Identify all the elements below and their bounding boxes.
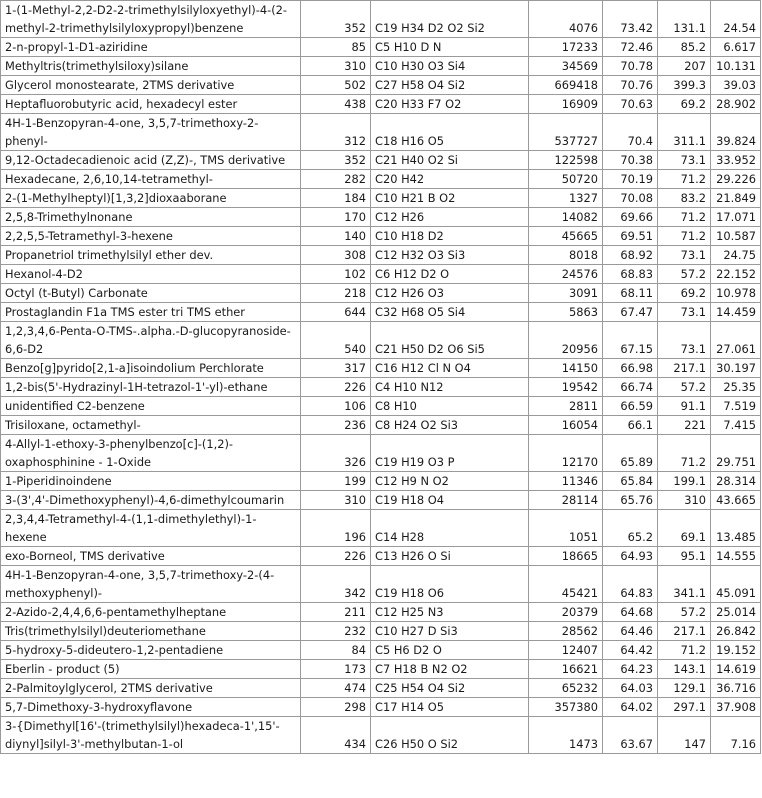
base-ion-cell: 73.1 — [658, 246, 711, 265]
retention-time-cell: 39.03 — [711, 76, 761, 95]
formula-cell: C10 H21 B O2 — [371, 189, 529, 208]
base-ion-cell: 69.2 — [658, 95, 711, 114]
match-score-cell: 69.51 — [603, 227, 658, 246]
formula-cell: C8 H10 — [371, 397, 529, 416]
table-row — [1, 227, 761, 246]
base-ion-cell: 217.1 — [658, 622, 711, 641]
molecular-weight-cell: 232 — [301, 622, 371, 641]
compound-name-cell: Propanetriol trimethylsilyl ether dev. — [1, 246, 301, 265]
molecular-weight-cell: 326 — [301, 435, 371, 472]
compound-name-cell: Tris(trimethylsilyl)deuteriomethane — [1, 622, 301, 641]
peak-area-cell: 19542 — [529, 378, 603, 397]
peak-area-cell: 18665 — [529, 547, 603, 566]
match-score-cell: 68.83 — [603, 265, 658, 284]
base-ion-cell: 217.1 — [658, 359, 711, 378]
peak-area-cell: 2811 — [529, 397, 603, 416]
formula-cell: C10 H18 D2 — [371, 227, 529, 246]
base-ion-cell: 73.1 — [658, 303, 711, 322]
match-score-cell: 64.23 — [603, 660, 658, 679]
match-score-cell: 70.08 — [603, 189, 658, 208]
retention-time-cell: 33.952 — [711, 151, 761, 170]
table-row — [1, 1, 761, 38]
table-row — [1, 170, 761, 189]
base-ion-cell: 131.1 — [658, 1, 711, 38]
match-score-cell: 70.19 — [603, 170, 658, 189]
compound-name-cell: Hexanol-4-D2 — [1, 265, 301, 284]
match-score-cell: 64.83 — [603, 566, 658, 603]
molecular-weight-cell: 312 — [301, 114, 371, 151]
base-ion-cell: 71.2 — [658, 208, 711, 227]
base-ion-cell: 71.2 — [658, 227, 711, 246]
match-score-cell: 72.46 — [603, 38, 658, 57]
retention-time-cell: 24.54 — [711, 1, 761, 38]
match-score-cell: 67.47 — [603, 303, 658, 322]
compound-name-cell: 2-Palmitoylglycerol, 2TMS derivative — [1, 679, 301, 698]
retention-time-cell: 28.902 — [711, 95, 761, 114]
retention-time-cell: 25.35 — [711, 378, 761, 397]
match-score-cell: 68.92 — [603, 246, 658, 265]
formula-cell: C16 H12 Cl N O4 — [371, 359, 529, 378]
base-ion-cell: 147 — [658, 717, 711, 754]
table-row — [1, 435, 761, 472]
molecular-weight-cell: 310 — [301, 57, 371, 76]
table-row — [1, 359, 761, 378]
retention-time-cell: 14.619 — [711, 660, 761, 679]
molecular-weight-cell: 173 — [301, 660, 371, 679]
molecular-weight-cell: 226 — [301, 547, 371, 566]
base-ion-cell: 399.3 — [658, 76, 711, 95]
molecular-weight-cell: 540 — [301, 322, 371, 359]
peak-area-cell: 1327 — [529, 189, 603, 208]
table-row — [1, 151, 761, 170]
peak-area-cell: 122598 — [529, 151, 603, 170]
base-ion-cell: 71.2 — [658, 435, 711, 472]
base-ion-cell: 71.2 — [658, 170, 711, 189]
table-row — [1, 660, 761, 679]
table-row — [1, 397, 761, 416]
peak-area-cell: 50720 — [529, 170, 603, 189]
base-ion-cell: 95.1 — [658, 547, 711, 566]
match-score-cell: 65.89 — [603, 435, 658, 472]
match-score-cell: 64.42 — [603, 641, 658, 660]
formula-cell: C8 H24 O2 Si3 — [371, 416, 529, 435]
formula-cell: C12 H9 N O2 — [371, 472, 529, 491]
peak-area-cell: 5863 — [529, 303, 603, 322]
table-row — [1, 622, 761, 641]
match-score-cell: 66.74 — [603, 378, 658, 397]
formula-cell: C12 H32 O3 Si3 — [371, 246, 529, 265]
match-score-cell: 73.42 — [603, 1, 658, 38]
retention-time-cell: 26.842 — [711, 622, 761, 641]
peak-area-cell: 14150 — [529, 359, 603, 378]
match-score-cell: 66.98 — [603, 359, 658, 378]
base-ion-cell: 310 — [658, 491, 711, 510]
peak-area-cell: 669418 — [529, 76, 603, 95]
formula-cell: C6 H12 D2 O — [371, 265, 529, 284]
compound-name-cell: Glycerol monostearate, 2TMS derivative — [1, 76, 301, 95]
retention-time-cell: 30.197 — [711, 359, 761, 378]
peak-area-cell: 45665 — [529, 227, 603, 246]
retention-time-cell: 37.908 — [711, 698, 761, 717]
peak-area-cell: 3091 — [529, 284, 603, 303]
compound-name-cell: exo-Borneol, TMS derivative — [1, 547, 301, 566]
compound-name-cell: Eberlin - product (5) — [1, 660, 301, 679]
table-row — [1, 95, 761, 114]
compound-name-cell: 2-n-propyl-1-D1-aziridine — [1, 38, 301, 57]
retention-time-cell: 43.665 — [711, 491, 761, 510]
molecular-weight-cell: 140 — [301, 227, 371, 246]
compound-name-cell: 1-Piperidinoindene — [1, 472, 301, 491]
compound-name-cell: Benzo[g]pyrido[2,1-a]isoindolium Perchlorate — [1, 359, 301, 378]
retention-time-cell: 13.485 — [711, 510, 761, 547]
compound-name-cell: 1,2-bis(5'-Hydrazinyl-1H-tetrazol-1'-yl)-ethane — [1, 378, 301, 397]
peak-area-cell: 16054 — [529, 416, 603, 435]
molecular-weight-cell: 438 — [301, 95, 371, 114]
compound-name-cell: 4-Allyl-1-ethoxy-3-phenylbenzo[c]-(1,2)-oxaphosphinine - 1-Oxide — [1, 435, 301, 472]
compound-name-cell: 1-(1-Methyl-2,2-D2-2-trimethylsilyloxyethyl)-4-(2-methyl-2-trimethylsilyloxypropyl)benzene — [1, 1, 301, 38]
base-ion-cell: 57.2 — [658, 265, 711, 284]
table-row — [1, 265, 761, 284]
compound-name-cell: 5-hydroxy-5-dideutero-1,2-pentadiene — [1, 641, 301, 660]
base-ion-cell: 73.1 — [658, 151, 711, 170]
match-score-cell: 66.1 — [603, 416, 658, 435]
base-ion-cell: 341.1 — [658, 566, 711, 603]
molecular-weight-cell: 310 — [301, 491, 371, 510]
compound-name-cell: 2,3,4,4-Tetramethyl-4-(1,1-dimethylethyl)-1-hexene — [1, 510, 301, 547]
molecular-weight-cell: 298 — [301, 698, 371, 717]
retention-time-cell: 17.071 — [711, 208, 761, 227]
match-score-cell: 64.93 — [603, 547, 658, 566]
match-score-cell: 64.03 — [603, 679, 658, 698]
peak-area-cell: 1473 — [529, 717, 603, 754]
molecular-weight-cell: 308 — [301, 246, 371, 265]
peak-area-cell: 11346 — [529, 472, 603, 491]
table-row — [1, 38, 761, 57]
peak-area-cell: 28562 — [529, 622, 603, 641]
formula-cell: C10 H30 O3 Si4 — [371, 57, 529, 76]
table-row — [1, 322, 761, 359]
molecular-weight-cell: 644 — [301, 303, 371, 322]
compound-name-cell: 4H-1-Benzopyran-4-one, 3,5,7-trimethoxy-2-(4-methoxyphenyl)- — [1, 566, 301, 603]
table-row — [1, 547, 761, 566]
compound-name-cell: Octyl (t-Butyl) Carbonate — [1, 284, 301, 303]
match-score-cell: 68.11 — [603, 284, 658, 303]
peak-area-cell: 14082 — [529, 208, 603, 227]
formula-cell: C21 H40 O2 Si — [371, 151, 529, 170]
formula-cell: C12 H26 — [371, 208, 529, 227]
formula-cell: C25 H54 O4 Si2 — [371, 679, 529, 698]
peak-area-cell: 20379 — [529, 603, 603, 622]
molecular-weight-cell: 184 — [301, 189, 371, 208]
retention-time-cell: 27.061 — [711, 322, 761, 359]
molecular-weight-cell: 226 — [301, 378, 371, 397]
base-ion-cell: 91.1 — [658, 397, 711, 416]
peak-area-cell: 16909 — [529, 95, 603, 114]
base-ion-cell: 69.1 — [658, 510, 711, 547]
retention-time-cell: 36.716 — [711, 679, 761, 698]
table-row — [1, 566, 761, 603]
table-row — [1, 698, 761, 717]
peak-area-cell: 65232 — [529, 679, 603, 698]
retention-time-cell: 21.849 — [711, 189, 761, 208]
retention-time-cell: 25.014 — [711, 603, 761, 622]
table-row — [1, 57, 761, 76]
compound-name-cell: 2,5,8-Trimethylnonane — [1, 208, 301, 227]
table-row — [1, 76, 761, 95]
formula-cell: C13 H26 O Si — [371, 547, 529, 566]
table-row — [1, 303, 761, 322]
compound-name-cell: 2-(1-Methylheptyl)[1,3,2]dioxaaborane — [1, 189, 301, 208]
molecular-weight-cell: 199 — [301, 472, 371, 491]
base-ion-cell: 221 — [658, 416, 711, 435]
molecular-weight-cell: 211 — [301, 603, 371, 622]
formula-cell: C12 H26 O3 — [371, 284, 529, 303]
retention-time-cell: 22.152 — [711, 265, 761, 284]
table-row — [1, 378, 761, 397]
retention-time-cell: 29.751 — [711, 435, 761, 472]
peak-area-cell: 537727 — [529, 114, 603, 151]
peak-area-cell: 4076 — [529, 1, 603, 38]
table-row — [1, 472, 761, 491]
compound-name-cell: 5,7-Dimethoxy-3-hydroxyflavone — [1, 698, 301, 717]
formula-cell: C18 H16 O5 — [371, 114, 529, 151]
compound-name-cell: Heptafluorobutyric acid, hexadecyl ester — [1, 95, 301, 114]
table-row — [1, 510, 761, 547]
molecular-weight-cell: 170 — [301, 208, 371, 227]
base-ion-cell: 297.1 — [658, 698, 711, 717]
compound-name-cell: 2-Azido-2,4,4,6,6-pentamethylheptane — [1, 603, 301, 622]
table-row — [1, 679, 761, 698]
base-ion-cell: 57.2 — [658, 378, 711, 397]
molecular-weight-cell: 502 — [301, 76, 371, 95]
retention-time-cell: 39.824 — [711, 114, 761, 151]
table-row — [1, 416, 761, 435]
table-row — [1, 246, 761, 265]
retention-time-cell: 14.555 — [711, 547, 761, 566]
match-score-cell: 65.76 — [603, 491, 658, 510]
compound-name-cell: 2,2,5,5-Tetramethyl-3-hexene — [1, 227, 301, 246]
base-ion-cell: 71.2 — [658, 641, 711, 660]
formula-cell: C21 H50 D2 O6 Si5 — [371, 322, 529, 359]
retention-time-cell: 7.415 — [711, 416, 761, 435]
compound-name-cell: Prostaglandin F1a TMS ester tri TMS ether — [1, 303, 301, 322]
retention-time-cell: 24.75 — [711, 246, 761, 265]
peak-area-cell: 16621 — [529, 660, 603, 679]
compound-name-cell: Trisiloxane, octamethyl- — [1, 416, 301, 435]
peak-area-cell: 8018 — [529, 246, 603, 265]
peak-area-cell: 12170 — [529, 435, 603, 472]
formula-cell: C19 H34 D2 O2 Si2 — [371, 1, 529, 38]
peak-area-cell: 45421 — [529, 566, 603, 603]
peak-area-cell: 34569 — [529, 57, 603, 76]
base-ion-cell: 311.1 — [658, 114, 711, 151]
formula-cell: C10 H27 D Si3 — [371, 622, 529, 641]
table-row — [1, 189, 761, 208]
match-score-cell: 65.2 — [603, 510, 658, 547]
compound-name-cell: Methyltris(trimethylsiloxy)silane — [1, 57, 301, 76]
peak-area-cell: 12407 — [529, 641, 603, 660]
retention-time-cell: 10.587 — [711, 227, 761, 246]
match-score-cell: 70.4 — [603, 114, 658, 151]
table-row — [1, 603, 761, 622]
molecular-weight-cell: 434 — [301, 717, 371, 754]
retention-time-cell: 7.519 — [711, 397, 761, 416]
formula-cell: C5 H6 D2 O — [371, 641, 529, 660]
compound-name-cell: Hexadecane, 2,6,10,14-tetramethyl- — [1, 170, 301, 189]
match-score-cell: 65.84 — [603, 472, 658, 491]
formula-cell: C19 H18 O6 — [371, 566, 529, 603]
molecular-weight-cell: 236 — [301, 416, 371, 435]
retention-time-cell: 45.091 — [711, 566, 761, 603]
match-score-cell: 64.02 — [603, 698, 658, 717]
retention-time-cell: 29.226 — [711, 170, 761, 189]
base-ion-cell: 143.1 — [658, 660, 711, 679]
peak-area-cell: 20956 — [529, 322, 603, 359]
retention-time-cell: 19.152 — [711, 641, 761, 660]
match-score-cell: 66.59 — [603, 397, 658, 416]
table-row — [1, 208, 761, 227]
formula-cell: C19 H19 O3 P — [371, 435, 529, 472]
retention-time-cell: 10.978 — [711, 284, 761, 303]
formula-cell: C32 H68 O5 Si4 — [371, 303, 529, 322]
base-ion-cell: 199.1 — [658, 472, 711, 491]
peak-area-cell: 17233 — [529, 38, 603, 57]
table-row — [1, 717, 761, 754]
retention-time-cell: 10.131 — [711, 57, 761, 76]
retention-time-cell: 7.16 — [711, 717, 761, 754]
match-score-cell: 67.15 — [603, 322, 658, 359]
molecular-weight-cell: 282 — [301, 170, 371, 189]
match-score-cell: 70.63 — [603, 95, 658, 114]
peak-area-cell: 1051 — [529, 510, 603, 547]
formula-cell: C4 H10 N12 — [371, 378, 529, 397]
retention-time-cell: 6.617 — [711, 38, 761, 57]
match-score-cell: 70.78 — [603, 57, 658, 76]
formula-cell: C26 H50 O Si2 — [371, 717, 529, 754]
table-row — [1, 641, 761, 660]
molecular-weight-cell: 342 — [301, 566, 371, 603]
table-row — [1, 114, 761, 151]
molecular-weight-cell: 196 — [301, 510, 371, 547]
base-ion-cell: 85.2 — [658, 38, 711, 57]
formula-cell: C5 H10 D N — [371, 38, 529, 57]
molecular-weight-cell: 317 — [301, 359, 371, 378]
base-ion-cell: 57.2 — [658, 603, 711, 622]
match-score-cell: 64.46 — [603, 622, 658, 641]
peak-area-cell: 28114 — [529, 491, 603, 510]
compound-name-cell: 1,2,3,4,6-Penta-O-TMS-.alpha.-D-glucopyranoside-6,6-D2 — [1, 322, 301, 359]
compound-name-cell: unidentified C2-benzene — [1, 397, 301, 416]
formula-cell: C12 H25 N3 — [371, 603, 529, 622]
match-score-cell: 70.76 — [603, 76, 658, 95]
molecular-weight-cell: 474 — [301, 679, 371, 698]
compound-table-body — [1, 1, 761, 754]
base-ion-cell: 83.2 — [658, 189, 711, 208]
formula-cell: C14 H28 — [371, 510, 529, 547]
molecular-weight-cell: 352 — [301, 1, 371, 38]
formula-cell: C7 H18 B N2 O2 — [371, 660, 529, 679]
molecular-weight-cell: 84 — [301, 641, 371, 660]
formula-cell: C17 H14 O5 — [371, 698, 529, 717]
formula-cell: C20 H42 — [371, 170, 529, 189]
base-ion-cell: 129.1 — [658, 679, 711, 698]
table-row — [1, 284, 761, 303]
peak-area-cell: 357380 — [529, 698, 603, 717]
formula-cell: C20 H33 F7 O2 — [371, 95, 529, 114]
compound-name-cell: 9,12-Octadecadienoic acid (Z,Z)-, TMS derivative — [1, 151, 301, 170]
compound-name-cell: 4H-1-Benzopyran-4-one, 3,5,7-trimethoxy-2-phenyl- — [1, 114, 301, 151]
molecular-weight-cell: 352 — [301, 151, 371, 170]
base-ion-cell: 73.1 — [658, 322, 711, 359]
base-ion-cell: 207 — [658, 57, 711, 76]
molecular-weight-cell: 218 — [301, 284, 371, 303]
match-score-cell: 64.68 — [603, 603, 658, 622]
formula-cell: C19 H18 O4 — [371, 491, 529, 510]
molecular-weight-cell: 85 — [301, 38, 371, 57]
compound-name-cell: 3-(3',4'-Dimethoxyphenyl)-4,6-dimethylcoumarin — [1, 491, 301, 510]
molecular-weight-cell: 102 — [301, 265, 371, 284]
match-score-cell: 63.67 — [603, 717, 658, 754]
match-score-cell: 70.38 — [603, 151, 658, 170]
retention-time-cell: 28.314 — [711, 472, 761, 491]
base-ion-cell: 69.2 — [658, 284, 711, 303]
compound-name-cell: 3-{Dimethyl[16'-(trimethylsilyl)hexadeca-1',15'-diynyl]silyl-3'-methylbutan-1-ol — [1, 717, 301, 754]
retention-time-cell: 14.459 — [711, 303, 761, 322]
table-row — [1, 491, 761, 510]
match-score-cell: 69.66 — [603, 208, 658, 227]
formula-cell: C27 H58 O4 Si2 — [371, 76, 529, 95]
peak-area-cell: 24576 — [529, 265, 603, 284]
molecular-weight-cell: 106 — [301, 397, 371, 416]
